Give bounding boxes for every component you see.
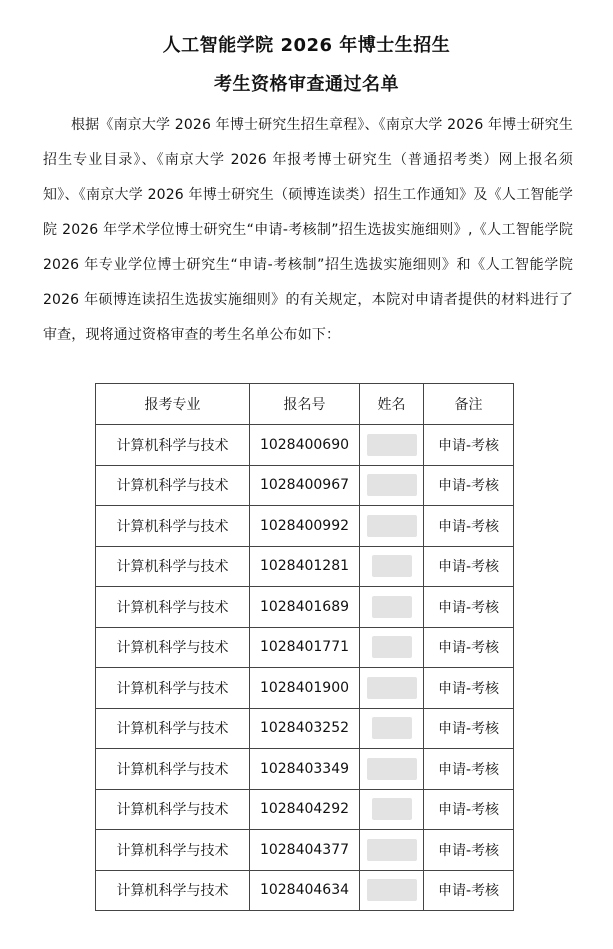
cell-registration-number: 1028400690 [250,425,360,466]
header-registration-number: 报名号 [250,384,360,425]
redacted-name [367,515,417,537]
cell-name [360,789,424,830]
cell-name [360,506,424,547]
candidate-table [95,383,514,911]
cell-remark: 申请-考核 [424,425,514,466]
cell-registration-number: 1028401281 [250,546,360,587]
header-name: 姓名 [360,384,424,425]
cell-name [360,465,424,506]
redacted-name [367,758,417,780]
cell-remark: 申请-考核 [424,587,514,628]
cell-name [360,546,424,587]
cell-remark: 申请-考核 [424,668,514,709]
cell-remark: 申请-考核 [424,870,514,911]
table-row [96,708,514,749]
cell-major: 计算机科学与技术 [96,708,250,749]
cell-name [360,708,424,749]
redacted-name [367,474,417,496]
table-row [96,668,514,709]
cell-major: 计算机科学与技术 [96,668,250,709]
redacted-name [367,434,417,456]
cell-remark: 申请-考核 [424,749,514,790]
cell-registration-number: 1028401771 [250,627,360,668]
redacted-name [372,636,412,658]
cell-registration-number: 1028401900 [250,668,360,709]
cell-registration-number: 1028400967 [250,465,360,506]
table-row [96,587,514,628]
redacted-name [367,839,417,861]
cell-name [360,668,424,709]
cell-registration-number: 1028404292 [250,789,360,830]
table-row [96,870,514,911]
cell-major: 计算机科学与技术 [96,870,250,911]
cell-registration-number: 1028403349 [250,749,360,790]
cell-name [360,425,424,466]
cell-major: 计算机科学与技术 [96,789,250,830]
cell-major: 计算机科学与技术 [96,627,250,668]
table-row [96,789,514,830]
redacted-name [372,717,412,739]
cell-major: 计算机科学与技术 [96,587,250,628]
document-title-line1: 人工智能学院 2026 年博士生招生 [162,35,451,56]
cell-major: 计算机科学与技术 [96,546,250,587]
cell-remark: 申请-考核 [424,627,514,668]
cell-major: 计算机科学与技术 [96,506,250,547]
cell-remark: 申请-考核 [424,708,514,749]
redacted-name [367,677,417,699]
table-row [96,546,514,587]
cell-registration-number: 1028404634 [250,870,360,911]
cell-name [360,749,424,790]
cell-registration-number: 1028403252 [250,708,360,749]
cell-remark: 申请-考核 [424,546,514,587]
table-row [96,830,514,871]
cell-remark: 申请-考核 [424,506,514,547]
table-row [96,465,514,506]
cell-remark: 申请-考核 [424,830,514,871]
document-title-line2: 考生资格审查通过名单 [214,74,399,95]
cell-major: 计算机科学与技术 [96,465,250,506]
redacted-name [372,596,412,618]
redacted-name [372,798,412,820]
cell-registration-number: 1028401689 [250,587,360,628]
cell-major: 计算机科学与技术 [96,830,250,871]
cell-major: 计算机科学与技术 [96,425,250,466]
header-major: 报考专业 [96,384,250,425]
table-row [96,749,514,790]
redacted-name [367,879,417,901]
cell-remark: 申请-考核 [424,789,514,830]
header-remark: 备注 [424,384,514,425]
table-row [96,506,514,547]
cell-remark: 申请-考核 [424,465,514,506]
table-header-row [96,384,514,425]
table-row [96,627,514,668]
cell-name [360,587,424,628]
cell-registration-number: 1028400992 [250,506,360,547]
cell-name [360,627,424,668]
redacted-name [372,555,412,577]
cell-registration-number: 1028404377 [250,830,360,871]
table-row [96,425,514,466]
cell-name [360,830,424,871]
intro-paragraph: 根据《南京大学 2026 年博士研究生招生章程》、《南京大学 2026 年博士研究生招生专业目录》、《南京大学 2026 年报考博士研究生（普通招考类）网上报名须知》、《南京大学 2026 年博士研究生（硕博连读类）招生工作通知》及《人工智能学院 2026 年学术学位博士研究生“申请-考核制”招生选拔实施细则》,《人工智能学院 2026 年专业学位博士研究生“申请-考核制”招生选拔实施细则》和《人工智能学院 2026 年硕博连读招生选拔实施细则》的有关规定，本院对申请者提供的材料进行了审查，现将通过资格审查的考生名单公布如下： [43,117,588,343]
cell-name [360,870,424,911]
cell-major: 计算机科学与技术 [96,749,250,790]
